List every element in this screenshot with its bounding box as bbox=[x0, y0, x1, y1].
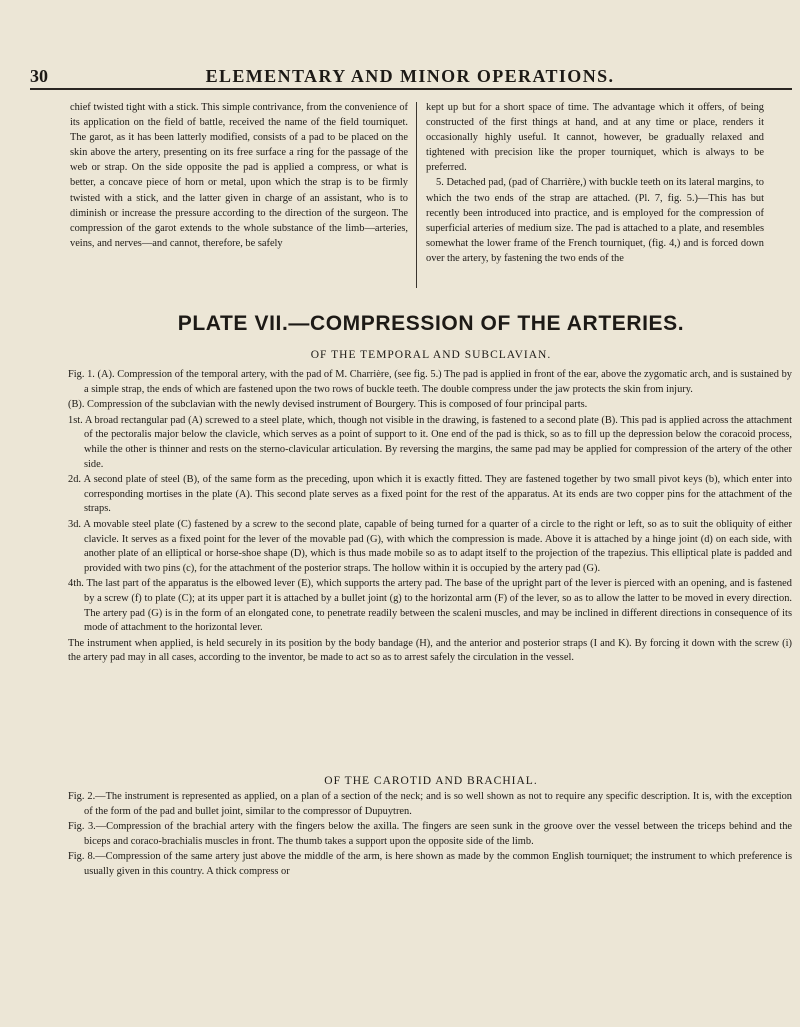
plate-title: PLATE VII.—COMPRESSION OF THE ARTERIES. bbox=[177, 312, 685, 335]
header-rule bbox=[30, 88, 792, 90]
column-divider bbox=[416, 102, 417, 288]
left-column bbox=[70, 100, 408, 251]
part-description: 4th. The last part of the apparatus is the elbowed lever (E), which supports the artery pad. The base of the upright part of the lever is pierced with an opening, and is fastened by a screw (f) to plate (C); at its upper part it is attached by a bullet joint (g) to the horizontal arm (F) of the lever, so as to allow the latter to be moved in every direction. The artery pad (G) is in the form of an elongated cone, to penetrate readily between the scaleni muscles, and may be inclined in different directions in consequence of its mode of attachment to the horizontal lever. bbox=[68, 578, 792, 634]
section-heading-carotid-brachial: OF THE CAROTID AND BRACHIAL. bbox=[324, 775, 538, 787]
section-temporal-subclavian bbox=[68, 368, 792, 667]
part-description: 3d. A movable steel plate (C) fastened by a screw to the second plate, capable of being turned for a quarter of a circle to the right or left, so as to suit the obliquity of either clavicle. It serves as a fixed point for the lever of the movable pad (G), with which the compression is made. Above it is attached by a hinge joint (d) on each side, with another plate of an elliptical or horse-shoe shape (D), which is thus made mobile so as to adapt itself to the projection of the trapezius. This elliptical plate is padded and provided with two pins (c), for the attachment of the posterior straps. The hollow within it is occupied by the artery pad (G). bbox=[68, 518, 792, 574]
paragraph: The instrument when applied, is held securely in its position by the body bandage (H), and the anterior and posterior straps (I and K). By forcing it down with the screw (i) the artery pad may in all cases, according to the inventor, be made to act so as to arrest safely the circulation in the vessel. bbox=[68, 637, 792, 664]
part-description: 1st. A broad rectangular pad (A) screwed to a steel plate, which, though not visible in the drawing, is fastened to a second plate (B). This pad is applied across the attachment of the pectoralis major below the clavicle, which serves as a point of support to it. One end of the pad is thick, so as to fill up the depression below the coracoid process, while the other is thinner and rests on the sterno-clavicular articulation. By reversing the margins, the same pad may be applied for compression of the artery of the other side. bbox=[68, 414, 792, 470]
page-number: 30 bbox=[30, 66, 48, 86]
two-column-text bbox=[70, 100, 790, 295]
right-column bbox=[426, 100, 764, 266]
section-carotid-brachial bbox=[68, 790, 792, 881]
page-header bbox=[30, 66, 790, 86]
section-heading-temporal-subclavian: OF THE TEMPORAL AND SUBCLAVIAN. bbox=[310, 349, 552, 361]
running-head: ELEMENTARY AND MINOR OPERATIONS. bbox=[205, 66, 615, 86]
figure-description: Fig. 1. (A). Compression of the temporal artery, with the pad of M. Charrière, (see fig. 5.) The pad is applied in front of the ear, above the zygomatic arch, and is sustained by a simple strap, the ends of which are fastened upon the two rows of buckle teeth. The double compress under the jaw protects the skin from injury. bbox=[68, 369, 792, 395]
paragraph: kept up but for a short space of time. The advantage which it offers, of being constructed of the first things at hand, and at any time or place, renders it occasionally highly useful. It cannot, however, be gradually relaxed and tightened with precision like the proper tourniquet, which is always to be preferred. bbox=[426, 102, 764, 174]
paragraph: 5. Detached pad, (pad of Charrière,) with buckle teeth on its lateral margins, to which the two ends of the strap are attached. (Pl. 7, fig. 5.)—This has but recently been introduced into practice, and is employed for the compression of superficial arteries of medium size. The pad is attached to a plate, and resembles somewhat the lower frame of the French tourniquet, (fig. 4,) and is forced down over the artery, by fastening the two ends of the bbox=[426, 177, 764, 264]
figure-description: Fig. 3.—Compression of the brachial artery with the fingers below the axilla. The fingers are seen sunk in the groove over the vessel between the triceps behind and the biceps and coraco-brachialis muscles in front. The thumb takes a support upon the opposite side of the limb. bbox=[68, 821, 792, 847]
figure-description: Fig. 2.—The instrument is represented as applied, on a plan of a section of the neck; and is so well shown as not to require any specific description. It is, with the exception of the form of the pad and bullet joint, similar to the compressor of Dupuytren. bbox=[68, 791, 792, 817]
paragraph: chief twisted tight with a stick. This simple contrivance, from the convenience of its application on the field of battle, received the name of the field tourniquet. The garot, as it has been latterly modified, consists of a pad to be placed on the skin above the artery, presenting on its free surface a ring for the passage of the web or strap. On the side opposite the pad is applied a compress, or what is better, a concave piece of horn or metal, upon which the strap is to be firmly twisted with a stick, and the latter given in charge of an assistant, who is to diminish or increase the pressure according to the direction of the surgeon. The compression of the garot extends to the whole substance of the limb—arteries, veins, and nerves—and cannot, therefore, be safely bbox=[70, 102, 408, 249]
figure-description: Fig. 8.—Compression of the same artery just above the middle of the arm, is here shown as made by the common English tourniquet; the instrument to which preference is usually given in this country. A thick compress or bbox=[68, 851, 792, 877]
figure-description: (B). Compression of the subclavian with the newly devised instrument of Bourgery. This is composed of four principal parts. bbox=[68, 399, 588, 411]
part-description: 2d. A second plate of steel (B), of the same form as the preceding, upon which it is exactly fitted. They are fastened together by two small pivot keys (b), which enter into corresponding mortises in the plate (A). This second plate serves as a fixed point for the rest of the apparatus. At its ends are two copper pins for the attachment of the straps. bbox=[68, 474, 792, 515]
